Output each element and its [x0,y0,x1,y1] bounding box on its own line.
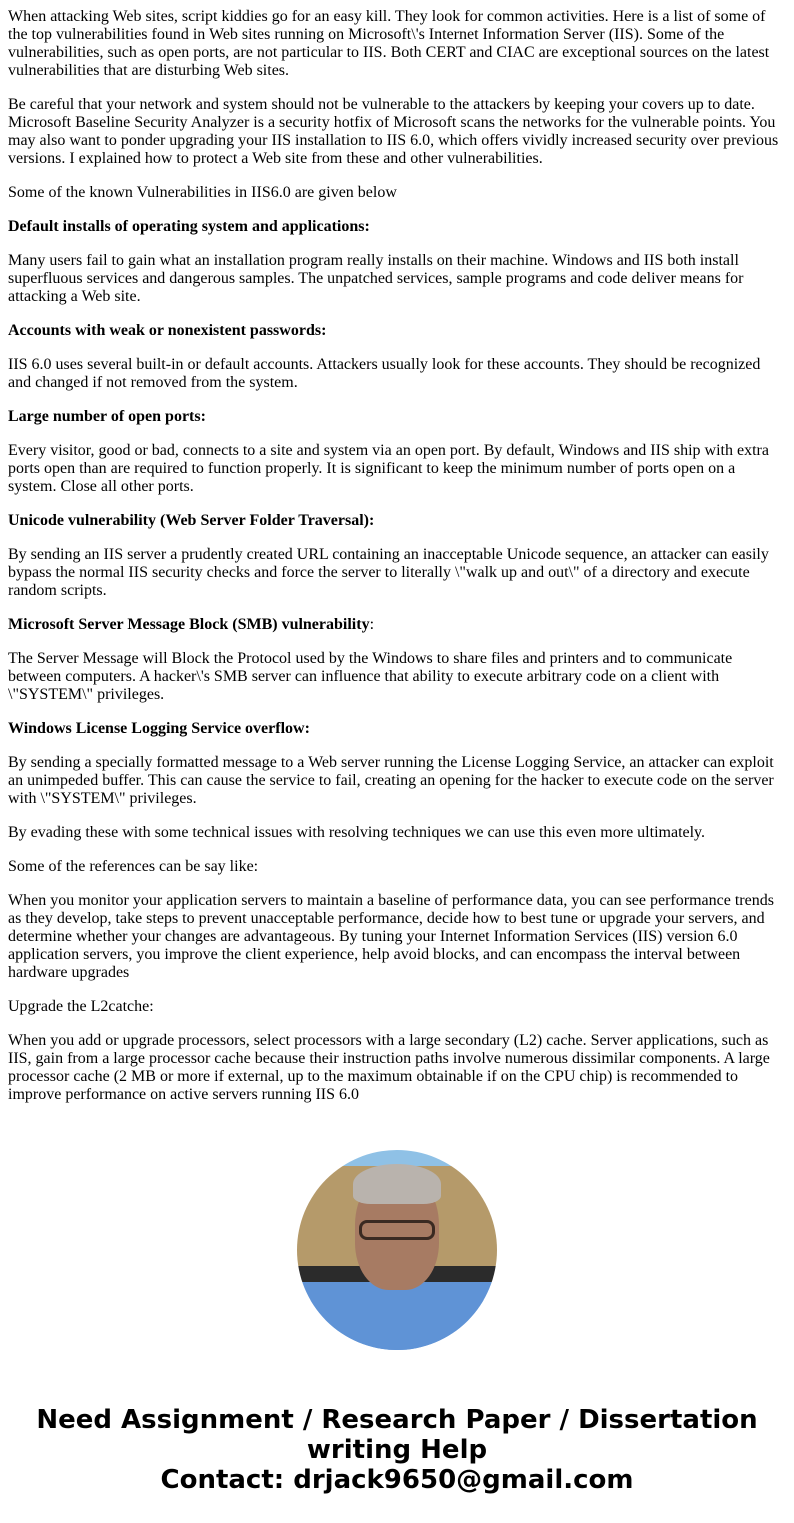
shirt-shape [297,1300,497,1350]
section-heading: Large number of open ports: [8,408,206,425]
paragraph: By sending a specially formatted message to a Web server running the License Logging Service, an attacker can exploit an unimpeded buffer. This can cause the service to fail, creating an opening for the hacker to execute code on the server with \"SYSTEM\" privileges. [8,754,774,807]
paragraph: Every visitor, good or bad, connects to a site and system via an open port. By default, Windows and IIS ship with extra ports open than are required to function properly. It is significant to keep the minimum number of ports open on a system. Close all other ports. [8,442,769,495]
author-photo-container [8,1150,786,1355]
paragraph: By sending an IIS server a prudently created URL containing an inacceptable Unicode sequence, an attacker can easily bypass the normal IIS security checks and force the server to literally \"walk up and out\" of a directory and execute random scripts. [8,546,769,599]
banner-contact: Contact: drjack9650@gmail.com [160,1465,634,1495]
section-heading: Unicode vulnerability (Web Server Folder Traversal): [8,512,375,529]
paragraph: Be careful that your network and system should not be vulnerable to the attackers by keeping your covers up to date. Microsoft Baseline Security Analyzer is a security hotfix of Microsoft scans the networks for the vulnerable points. You may also want to ponder upgrading your IIS installation to IIS 6.0, which offers vividly increased security over previous versions. I explained how to protect a Web site from these and other vulnerabilities. [8,96,779,167]
heading-colon: : [369,616,375,633]
section-heading: Default installs of operating system and applications: [8,218,370,235]
glasses-shape [359,1220,435,1240]
paragraph: By evading these with some technical issues with resolving techniques we can use this even more ultimately. [8,824,706,841]
paragraph: Upgrade the L2catche: [8,998,154,1015]
contact-banner [8,1405,786,1495]
section-heading: Windows License Logging Service overflow: [8,720,310,737]
paragraph: Some of the references can be say like: [8,858,259,875]
section-heading: Accounts with weak or nonexistent passwords: [8,322,327,339]
article [8,8,786,1104]
section-heading: Microsoft Server Message Block (SMB) vulnerability [8,616,370,633]
paragraph: When you monitor your application servers to maintain a baseline of performance data, you can see performance trends as they develop, take steps to prevent unacceptable performance, decide how to best tune or upgrade your servers, and determine whether your changes are advantageous. By tuning your Internet Information Services (IIS) version 6.0 application servers, you improve the client experience, help avoid blocks, and can encompass the interval between hardware upgrades [8,892,774,981]
paragraph: IIS 6.0 uses several built-in or default accounts. Attackers usually look for these accounts. They should be recognized and changed if not removed from the system. [8,356,761,391]
paragraph: When attacking Web sites, script kiddies go for an easy kill. They look for common activities. Here is a list of some of the top vulnerabilities found in Web sites running on Microsoft\'s Internet Information Server (IIS). Some of the vulnerabilities, such as open ports, are not particular to IIS. Both CERT and CIAC are exceptional sources on the latest vulnerabilities that are disturbing Web sites. [8,8,770,79]
paragraph: Some of the known Vulnerabilities in IIS6.0 are given below [8,184,397,201]
banner-headline: Need Assignment / Research Paper / Dissertation writing Help [36,1405,758,1465]
paragraph: When you add or upgrade processors, select processors with a large secondary (L2) cache. Server applications, such as IIS, gain from a large processor cache because their instruction paths involve numerous dissimilar components. A large processor cache (2 MB or more if external, up to the maximum obtainable if on the CPU chip) is recommended to improve performance on active servers running IIS 6.0 [8,1032,770,1103]
paragraph: Many users fail to gain what an installation program really installs on their machine. Windows and IIS both install superfluous services and dangerous samples. The unpatched services, sample programs and code deliver means for attacking a Web site. [8,252,744,305]
hair-shape [353,1164,441,1204]
paragraph: The Server Message will Block the Protocol used by the Windows to share files and printers and to communicate between computers. A hacker\'s SMB server can influence that ability to execute arbitrary code on a client with \"SYSTEM\" privileges. [8,650,733,703]
author-photo [297,1150,497,1350]
